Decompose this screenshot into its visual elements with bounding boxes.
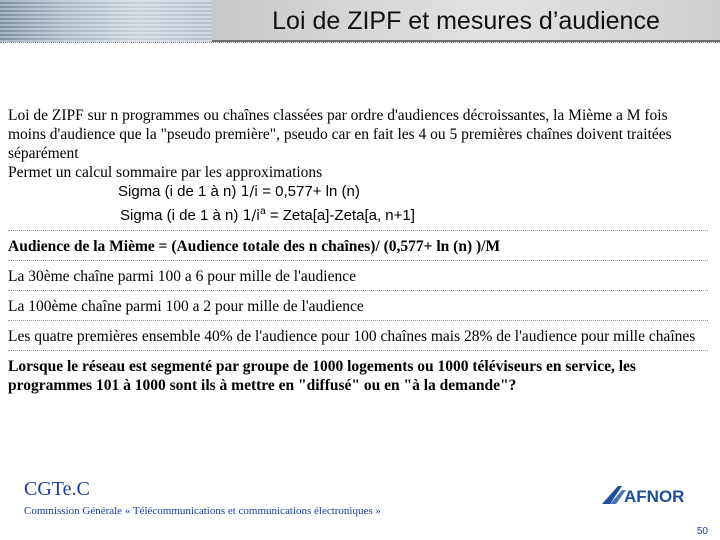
audience-expression: = (Audience totale des n chaînes)/ (0,577+ ln (n) )/M bbox=[158, 238, 501, 255]
audience-label: Audience de la Mième bbox=[8, 238, 155, 255]
intro-paragraph: Loi de ZIPF sur n programmes ou chaînes classées par ordre d'audiences décroissantes, la Mième a M fois moins d'audience que la "pseudo première", pseudo car en fait les 4 ou 5 premières chaînes doivent traitées séparément bbox=[8, 107, 672, 162]
cgtec-logo: CGTe.C bbox=[24, 478, 90, 500]
formula-harmonic-result: = 0,577+ ln (n) bbox=[262, 183, 360, 200]
formula-harmonic bbox=[8, 182, 708, 202]
formula-harmonic-lead: Sigma (i de 1 à n) bbox=[118, 183, 237, 200]
afnor-logo-icon bbox=[600, 484, 692, 506]
formula-zeta-symbol: 1/i bbox=[242, 208, 261, 224]
approximation-intro: Permet un calcul sommaire par les approximations bbox=[8, 164, 323, 181]
section-divider bbox=[8, 320, 708, 321]
formula-zeta-result: = Zeta[a]-Zeta[a, n+1] bbox=[269, 207, 415, 224]
page-number: 50 bbox=[696, 526, 708, 537]
example-100th-channel: La 100ème chaîne parmi 100 a 2 pour mille de l'audience bbox=[8, 298, 364, 315]
formula-zeta-lead: Sigma (i de 1 à n) bbox=[120, 207, 239, 224]
formula-zeta bbox=[8, 202, 708, 226]
top-four-statement: Les quatre premières ensemble 40% de l'audience pour 100 chaînes mais 28% de l'audience pour mille chaînes bbox=[8, 328, 696, 345]
section-divider bbox=[8, 290, 708, 291]
formula-zeta-exponent: a bbox=[260, 206, 266, 217]
header-texture-banner bbox=[0, 0, 212, 42]
header-divider bbox=[0, 42, 720, 44]
section-divider bbox=[8, 350, 708, 351]
formula-harmonic-symbol: 1/i bbox=[240, 184, 259, 200]
section-divider bbox=[8, 260, 708, 261]
segmentation-question: Lorsque le réseau est segmenté par groupe de 1000 logements ou 1000 téléviseurs en service, les programmes 101 à 1000 sont ils à mettre en "diffusé" ou en "à la demande"? bbox=[8, 358, 636, 394]
example-30th-channel: La 30ème chaîne parmi 100 a 6 pour mille de l'audience bbox=[8, 268, 356, 285]
section-divider bbox=[8, 230, 708, 231]
page-title: Loi de ZIPF et mesures d’audience bbox=[272, 7, 660, 35]
organization-fullname: Commission Générale « Télécommunications et communications électroniques » bbox=[24, 505, 381, 517]
slide-content bbox=[8, 106, 708, 395]
audience-formula bbox=[8, 237, 708, 256]
afnor-logo-text: AFNOR bbox=[624, 487, 685, 506]
